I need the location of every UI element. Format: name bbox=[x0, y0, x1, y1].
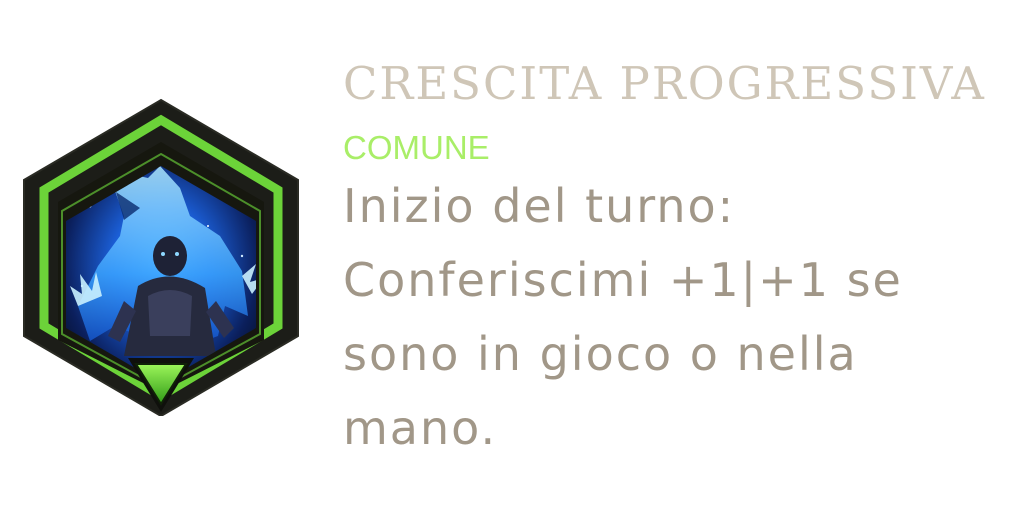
augment-title: CRESCITA PROGRESSIVA bbox=[343, 57, 986, 110]
augment-info bbox=[343, 52, 1018, 465]
augment-description: Inizio del turno: Conferiscimi +1|+1 se sono in gioco o nella mano. bbox=[343, 179, 903, 455]
augment-art bbox=[20, 96, 302, 416]
augment-badge bbox=[20, 96, 302, 416]
rarity-label: COMUNE bbox=[343, 129, 490, 166]
